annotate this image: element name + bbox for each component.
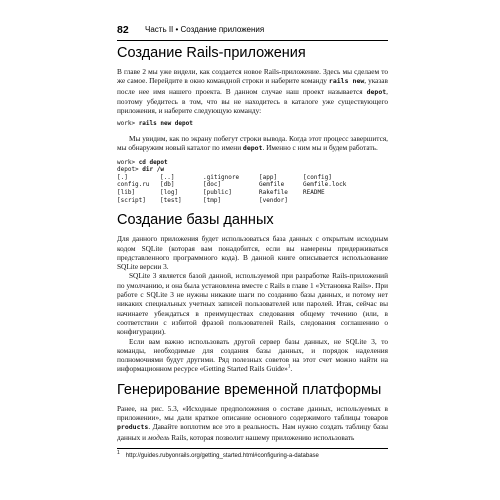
- listing-cell: .gitignore: [203, 173, 240, 181]
- inline-code: rails new: [328, 77, 365, 86]
- listing-row: [117, 197, 388, 205]
- listing-cell: [vendor]: [259, 196, 288, 204]
- inline-code: depot: [242, 144, 263, 153]
- listing-cell: [303, 197, 346, 205]
- listing-cell: README: [303, 189, 325, 197]
- listing-cell: [test]: [160, 196, 182, 204]
- listing-cell: config.ru: [117, 181, 150, 189]
- shell-prompt: depot>: [117, 166, 143, 174]
- running-header: [117, 24, 388, 41]
- text-run: . Давайте воплотим все это в реальность. Нам нужно создать таблицу базы данных и: [117, 422, 388, 442]
- section-heading-create-app: Создание Rails-приложения: [117, 45, 306, 61]
- listing-row: [117, 174, 388, 182]
- listing-cell: [config]: [303, 173, 332, 181]
- page-content: [117, 44, 388, 442]
- footnote: [117, 448, 388, 460]
- listing-cell: [log]: [160, 189, 179, 197]
- text-run: Мы увидим, как по экрану побегут строки вывода. Когда этот процесс завершится, мы обнаружим новый каталог по имени: [117, 134, 388, 153]
- text-run: Ранее, на рис. 5.3, «Исходные предположения о составе данных, используемых в приложении», мы дали краткое описание основного содержимого таблицы товаров: [117, 403, 388, 422]
- inline-code: products: [117, 423, 149, 432]
- section-heading-scaffold: Генерирование временной платформы: [117, 381, 382, 398]
- paragraph: Для данного приложения будет использоваться база данных с открытым исходным кодом SQLite (которая вам понадобится, если вы намерены придерживаться представленного программного кода). В данной книге описывается использование SQLite версии 3.: [117, 234, 388, 272]
- footnote-ref[interactable]: 1: [287, 364, 291, 370]
- listing-cell: [.]: [117, 173, 128, 181]
- footnote-link[interactable]: http://guides.rubyonrails.org/getting_started.html#configuring-a-database: [125, 453, 319, 459]
- paragraph: [117, 67, 388, 115]
- emphasis: модель: [147, 432, 170, 442]
- text-run: .: [290, 364, 293, 374]
- text-run: , поэтому убедитесь в том, что вы не находитесь в каталоге уже существующего приложения, и наберите следующую команду:: [117, 86, 388, 116]
- listing-cell: Gemfile: [259, 181, 285, 189]
- code-block: [117, 120, 388, 128]
- shell-command: rails new depot: [138, 120, 193, 128]
- text-run: . Именно с ним мы и будем работать.: [262, 143, 378, 153]
- listing-cell: [app]: [259, 173, 278, 181]
- paragraph: [117, 404, 388, 442]
- listing-cell: [doc]: [203, 181, 222, 189]
- listing-cell: Gemfile.lock: [303, 181, 347, 189]
- running-title: Часть II • Создание приложения: [145, 25, 265, 34]
- listing-cell: [tmp]: [203, 196, 222, 204]
- code-listing: [117, 159, 388, 205]
- listing-cell: [lib]: [117, 189, 136, 197]
- section-heading-create-database: Создание базы данных: [117, 212, 274, 229]
- text-run: Если вам важно использовать другой сервер базы данных, не SQLite 3, то команды, необходимые для создания базы данных, и порядок наделения полномочиями будут другими. Ряд полезных советов на этот счет можно найти на информационном ресурсе «Getting Started Rails Guide»: [117, 336, 388, 374]
- paragraph: SQLite 3 является базой данной, используемой при разработке Rails-приложений по умолчанию, и она была установлена вместе с Rails в главе 1 «Установка Rails». При работе с SQLite 3 не нужны никакие шаги по созданию базы данных, и потому нет никаких специальных учетных записей пользователей или паролей. Итак, сейчас вы начинаете убеждаться в преимуществах следования общему течению (или, в соответствии с избитой фразой пользователей Rails, следования соглашению о конфигурации).: [117, 271, 388, 337]
- listing-cell: [public]: [203, 189, 232, 197]
- listing-cell: [script]: [117, 196, 146, 204]
- inline-code: depot: [366, 87, 387, 96]
- text-run: , указав после нее имя нашего проекта. В данном случае наш проект называется: [117, 76, 388, 96]
- listing-row: [117, 181, 388, 189]
- listing-cell: [..]: [160, 173, 175, 181]
- footnote-mark: 1: [117, 450, 120, 456]
- listing-cell: [db]: [160, 181, 175, 189]
- paragraph: [117, 134, 388, 154]
- shell-command: dir /w: [142, 166, 164, 174]
- shell-prompt: work>: [117, 158, 139, 166]
- text-run: Rails, которая позволит нашему приложению использовать: [169, 432, 355, 442]
- page-number: 82: [117, 24, 129, 36]
- text-run: В главе 2 мы уже видели, как создается новое Rails-приложение. Здесь мы сделаем то же самое. Перейдите в окно командной строки и наберите команду: [117, 67, 388, 86]
- shell-command: cd depot: [138, 158, 168, 166]
- paragraph: [117, 337, 388, 374]
- shell-prompt: work>: [117, 120, 139, 128]
- listing-cell: Rakefile: [259, 189, 288, 197]
- listing-row: [117, 189, 388, 197]
